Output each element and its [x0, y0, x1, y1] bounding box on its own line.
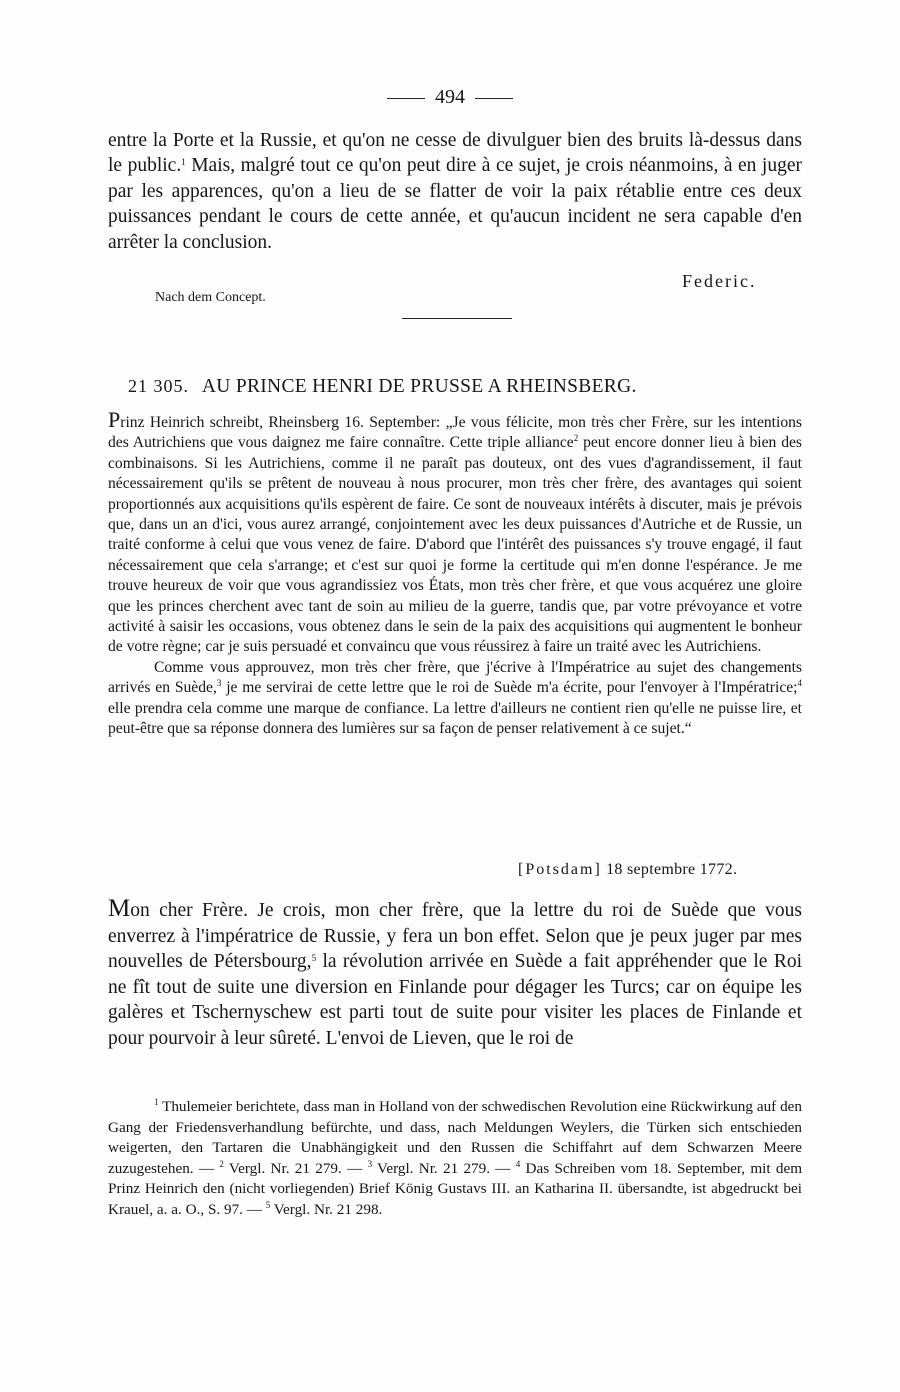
footnote-ref-3: 3 [216, 678, 222, 689]
page-number [0, 86, 900, 109]
footnote-ref-5: 5 [311, 953, 317, 963]
page-number-dash-right [475, 98, 513, 99]
letter-paragraph-1: Prinz Heinrich schreibt, Rheinsberg 16. September: „Je vous félicite, mon très cher Frère, sur les intentions des Autrichiens que vous daignez me faire connaître. Cette triple alliance$^2$ peut encore donner lieu à bien des combinaisons. Si les Autrichiens, comme il ne paraît pas douteux, ont des vues d'agrandissement, il faut nécessairement qu'ils se prêtent de nouveau à nous procurer, mon très cher frère, des avantages qui soient proportionnés aux acquisitions qu'ils espèrent de faire. Ce sont de nouveaux intérêts à discuter, mais je prévois que, dans un an d'ici, vous aurez arrangé, conjointement avec les deux puissances d'Autriche et de Russie, un traité conforme à celui que vous venez de faire. D'abord que l'intérêt des puissances s'y trouve engagé, il faut nécessairement que cela s'arrange; et c'est sur quoi je forme la certitude qui m'en donne l'espérance. Je me trouve heureux de voir que vous agrandissiez vos États, mon très cher frère, et que vous acquérez une gloire que les princes cherchent avec tant de soin au milieu de la guerre, tandis que, par votre prévoyance et votre activité à saisir les occasions, vous obtenez dans le sein de la paix des acquisitions qui augmentent le bonheur de votre règne; car je suis persuadé et convaincu que vous réussirez à faire un traité avec les Autrichiens. [108, 407, 802, 656]
letter-heading [128, 376, 788, 398]
source-note: Nach dem Concept. [155, 290, 266, 305]
dateline-date: 18 septembre 1772. [606, 861, 738, 878]
footnote-ref-4: 4 [797, 678, 803, 689]
page-number-text: 494 [435, 86, 465, 108]
intro-paragraph: entre la Porte et la Russie, et qu'on ne cesse de divulguer bien des bruits là-dessus dans le public.$^1$ Mais, malgré tout ce qu'on peut dire à ce sujet, je crois néanmoins, à en juger par les apparences, qu'on a lieu de se flatter de voir la paix rétablie entre ces deux puissances pendant le cours de cette année, et qu'aucun incident ne sera capable d'en arrêter la conclusion. [108, 130, 802, 253]
page-number-dash-left [387, 98, 425, 99]
prince-letter-summary [108, 407, 803, 740]
letter-paragraph-2: Comme vous approuvez, mon très cher frère, que j'écrive à l'Impératrice au sujet des changements arrivés en Suède,$^3$ je me servirai de cette lettre que le roi de Suède m'a écrite, pour l'envoyer à l'Impératrice;$^4$ elle prendra cela comme une marque de confiance. La lettre d'ailleurs ne contient rien qu'elle ne puisse lire, et peut-être que sa réponse donnera des lumières sur sa façon de penser relativement à ce sujet.“ [108, 658, 803, 738]
dateline-place: [Potsdam] [518, 861, 602, 878]
footnote-ref-1: 1 [181, 157, 186, 168]
reply-body: Mon cher Frère. Je crois, mon cher frère, que la lettre du roi de Suède que vous enverrez à l'impératrice de Russie, y fera un bon effet. Selon que je peux juger par mes nouvelles de Pétersbourg,$^5$ la révolution arrivée en Suède a fait appréhender que le Roi ne fît tout de suite une diversion en Finlande pour dégager les Turcs; car on équipe les galères et Tschernyschew est parti tout de suite pour visiter les places de Finlande et pour pourvoir à leur sûreté. L'envoi de Lieven, que le roi de [108, 895, 802, 1049]
section-divider [402, 318, 512, 319]
letter-number: 21 305. [128, 376, 189, 396]
footnotes [108, 1097, 802, 1220]
dateline [518, 861, 737, 879]
letter-title: AU PRINCE HENRI DE PRUSSE A RHEINSBERG. [201, 376, 637, 397]
footnote-ref-2: 2 [573, 433, 579, 444]
signature: Federic. [682, 271, 757, 291]
footnote-block: $^1$ Thulemeier berichtete, dass man in Holland von der schwedischen Revolution eine Rückwirkung auf den Gang der Friedensverhandlung befürchte, und dass, nach Meldungen Weylers, die Türken sich entschieden weigerten, den Tartaren die Unabhängigkeit und den Russen die Schiffahrt auf dem Schwarzen Meere zuzugestehen. — $^2$ Vergl. Nr. 21 279. — $^3$ Vergl. Nr. 21 279. — $^4$ Das Schreiben vom 18. September, mit dem Prinz Heinrich den (nicht vorliegenden) Brief König Gustavs III. an Katharina II. übersandte, ist abgedruckt bei Krauel, a. a. O., S. 97. — $^5$ Vergl. Nr. 21 298. [108, 1097, 803, 1218]
